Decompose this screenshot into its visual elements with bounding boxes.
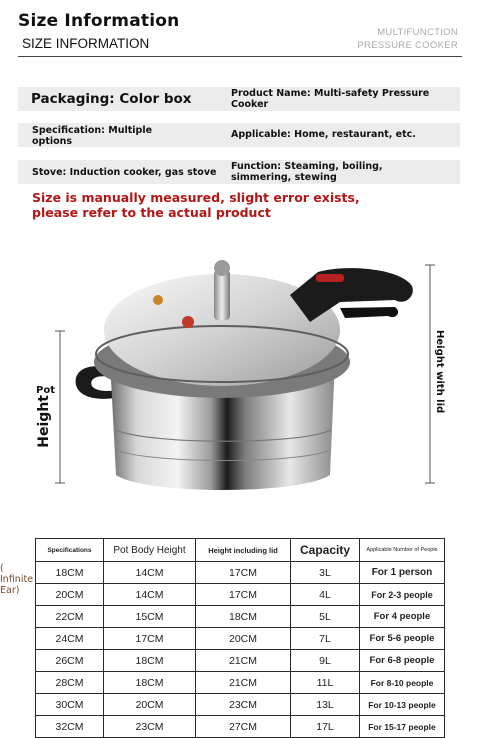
capacity-cell: 13L [291, 694, 360, 716]
header-pot-body-height: Pot Body Height [104, 539, 196, 562]
function-text: Function: Steaming, boiling, simmering, stewing [231, 161, 383, 183]
people-cell: For 10-13 people [360, 694, 445, 716]
header-specifications: Specifications [36, 539, 104, 562]
pot-height-cell: 14CM [104, 584, 196, 606]
spec-cell: 24CM [36, 628, 104, 650]
capacity-cell: 17L [291, 716, 360, 738]
spec-cell: 20CM [36, 584, 104, 606]
measurement-notice: Size is manually measured, slight error exists, please refer to the actual product [32, 190, 360, 220]
people-cell: For 6-8 people [360, 650, 445, 672]
lid-height-cell: 20CM [196, 628, 291, 650]
spec-cell: 18CM [36, 562, 104, 584]
capacity-cell: 7L [291, 628, 360, 650]
product-name-text: Product Name: Multi-safety Pressure Cooker [231, 88, 430, 110]
capacity-cell: 11L [291, 672, 360, 694]
capacity-cell: 5L [291, 606, 360, 628]
people-cell: For 15-17 people [360, 716, 445, 738]
side-note-line-2: Infinite [0, 574, 34, 585]
spec-cell: 26CM [36, 650, 104, 672]
pot-height-cell: 15CM [104, 606, 196, 628]
pot-label: Pot [36, 385, 55, 396]
applicable-text: Applicable: Home, restaurant, etc. [231, 129, 416, 140]
safety-valve-red [182, 316, 194, 328]
table-row [36, 584, 445, 606]
pot-height-cell: 14CM [104, 562, 196, 584]
page-subtitle: SIZE INFORMATION [22, 36, 150, 51]
header-divider [18, 56, 462, 57]
people-cell: For 8-10 people [360, 672, 445, 694]
pot-height-cell: 23CM [104, 716, 196, 738]
side-note [0, 563, 33, 596]
brand-tagline [357, 26, 458, 52]
pressure-valve [214, 270, 230, 320]
table-row [36, 562, 445, 584]
specification-text: Specification: Multiple options [32, 125, 153, 147]
lid-height-cell: 21CM [196, 650, 291, 672]
lid-height-cell: 17CM [196, 562, 291, 584]
stove-text: Stove: Induction cooker, gas stove [32, 167, 217, 178]
pot-height-cell: 18CM [104, 672, 196, 694]
pot-height-cell: 18CM [104, 650, 196, 672]
header-capacity: Capacity [291, 539, 360, 562]
capacity-cell: 4L [291, 584, 360, 606]
side-note-line-1: ( [0, 563, 4, 574]
pot-height-cell: 20CM [104, 694, 196, 716]
brand-line-1: MULTIFUNCTION [377, 27, 458, 38]
table-row [36, 694, 445, 716]
spec-cell: 22CM [36, 606, 104, 628]
table-row [36, 628, 445, 650]
lid-height-cell: 23CM [196, 694, 291, 716]
spec-cell: 28CM [36, 672, 104, 694]
height-with-lid-label: Height with lid [434, 330, 445, 414]
header-applicable-people: Applicable Number of People [360, 539, 445, 562]
float-valve-gold [153, 295, 163, 305]
page-title: Size Information [18, 11, 180, 31]
people-cell: For 4 people [360, 606, 445, 628]
table-row [36, 716, 445, 738]
lid-height-cell: 27CM [196, 716, 291, 738]
pressure-cooker-illustration [0, 250, 480, 505]
table-row [36, 606, 445, 628]
table-header-row [36, 539, 445, 562]
capacity-cell: 9L [291, 650, 360, 672]
brand-line-2: PRESSURE COOKER [357, 40, 458, 51]
packaging-text: Packaging: Color box [31, 91, 192, 107]
people-cell: For 5-6 people [360, 628, 445, 650]
lid-height-cell: 18CM [196, 606, 291, 628]
people-cell: For 1 person [360, 562, 445, 584]
lid-height-cell: 17CM [196, 584, 291, 606]
height-label: Height [36, 395, 52, 448]
table-row [36, 650, 445, 672]
spec-cell: 30CM [36, 694, 104, 716]
people-cell: For 2-3 people [360, 584, 445, 606]
pot-height-cell: 17CM [104, 628, 196, 650]
size-table [35, 538, 445, 738]
handle-lock-button [316, 274, 344, 282]
lid-height-cell: 21CM [196, 672, 291, 694]
capacity-cell: 3L [291, 562, 360, 584]
table-row [36, 672, 445, 694]
spec-cell: 32CM [36, 716, 104, 738]
side-note-line-3: Ear) [0, 585, 20, 596]
header-height-including-lid: Height including lid [196, 539, 291, 562]
